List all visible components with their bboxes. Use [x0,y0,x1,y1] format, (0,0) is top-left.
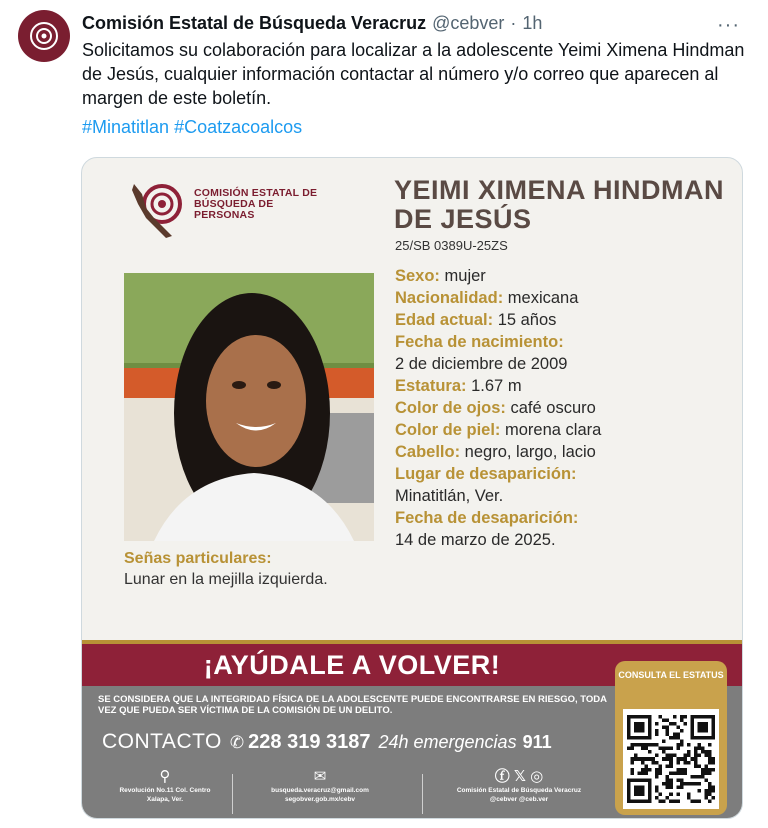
hours-text: 24h emergencias [378,732,517,752]
org-logo-icon [24,16,64,56]
detail-label: Cabello: [395,443,461,461]
detail-row [395,419,735,441]
detail-row [395,441,735,463]
detail-row [395,353,735,375]
detail-row [395,397,735,419]
detail-row [395,375,735,397]
contact-label: CONTACTO [102,730,222,753]
detail-value: mexicana [503,289,579,307]
detail-value: morena clara [500,421,602,439]
qr-title: CONSULTA EL ESTATUS [618,670,724,680]
divider [422,774,423,814]
detail-label: Color de piel: [395,421,501,439]
social-handles: @cebver @ceb.ver [489,796,549,803]
phone-number: 228 319 3187 [248,731,371,753]
tweet-media-poster[interactable] [81,157,743,819]
detail-row [395,331,735,353]
detail-label: Fecha de nacimiento: [395,333,564,351]
emergency-number: 911 [522,732,552,752]
tweet-header [82,10,748,36]
detail-value: Minatitlán, Ver. [395,487,504,505]
address-text: Revolución No.11 Col. Centro Xalapa, Ver. [119,787,211,803]
tweet-text: Solicitamos su colaboración para localizar a la adolescente Yeimi Ximena Hindman de Jesús, cualquier información contactar al número y/o correo que aparecen al margen de este boletín. [82,40,745,108]
detail-value: 15 años [493,311,557,329]
author-name[interactable]: Comisión Estatal de Búsqueda Veracruz [82,12,427,33]
case-code: 25/SB 0389U-25ZS [395,238,508,253]
author-handle[interactable]: @cebver [432,12,505,33]
banner-text: ¡AYÚDALE A VOLVER! [203,650,501,680]
detail-label: Color de ojos: [395,399,506,417]
org-name: COMISIÓN ESTATAL DE BÚSQUEDA DE PERSONAS [194,187,318,221]
divider [232,774,233,814]
status-qr-panel [615,661,727,815]
address-block [110,768,220,804]
marks-text: Lunar en la mejilla izquierda. [124,571,328,588]
social-name: Comisión Estatal de Búsqueda Veracruz [456,787,582,794]
more-options-icon[interactable]: ··· [717,14,740,36]
detail-row [395,485,735,507]
detail-row [395,309,735,331]
hashtag-coatzacoalcos[interactable]: #Coatzacoalcos [174,117,303,137]
detail-value: café oscuro [505,399,596,417]
detail-label: Edad actual: [395,311,494,329]
email-block [250,768,390,804]
detail-value: 14 de marzo de 2025. [395,531,556,549]
risk-warning: SE CONSIDERA QUE LA INTEGRIDAD FÍSICA DE LA ADOLESCENTE PUEDE ENCONTRARSE EN RIESGO, TODA VEZ QUE PUEDA SER VÍCTIMA DE LA COMISIÓN DE UN DELITO. [98,694,607,716]
social-block [434,768,604,804]
separator-dot: · [510,12,517,33]
hashtag-minatitlan[interactable]: #Minatitlan [82,117,170,137]
mail-icon: ✉ [313,768,327,785]
detail-row [395,463,735,485]
detail-value: 1.67 m [466,377,522,395]
search-commission-logo-icon [128,178,190,240]
detail-value: mujer [439,267,486,285]
detail-row [395,265,735,287]
detail-label: Nacionalidad: [395,289,504,307]
email-text: busqueda.veracruz@gmail.com [271,787,369,794]
detail-row [395,287,735,309]
hashtags [82,115,302,139]
person-name: YEIMI XIMENA HINDMAN DE JESÚS [394,175,725,234]
phone-icon: ✆ [229,733,245,752]
detail-row [395,507,735,529]
location-pin-icon: ⚲ [159,768,171,785]
detail-label: Sexo: [395,267,440,285]
detail-value: 2 de diciembre de 2009 [395,355,568,373]
marks-title: Señas particulares: [124,550,272,567]
website-text: segobver.gob.mx/cebv [284,796,356,803]
contact-line [102,730,552,754]
detail-label: Fecha de desaparición: [395,509,579,527]
tweet-time[interactable]: 1h [522,12,543,33]
qr-code-icon [623,709,719,809]
author-avatar[interactable] [18,10,70,62]
detail-label: Lugar de desaparición: [395,465,577,483]
person-details [395,265,735,551]
social-icons: ⓕ 𝕏 ◎ [494,768,544,785]
detail-row [395,529,735,551]
detail-value: negro, largo, lacio [460,443,596,461]
missing-person-photo [124,273,374,541]
detail-label: Estatura: [395,377,467,395]
